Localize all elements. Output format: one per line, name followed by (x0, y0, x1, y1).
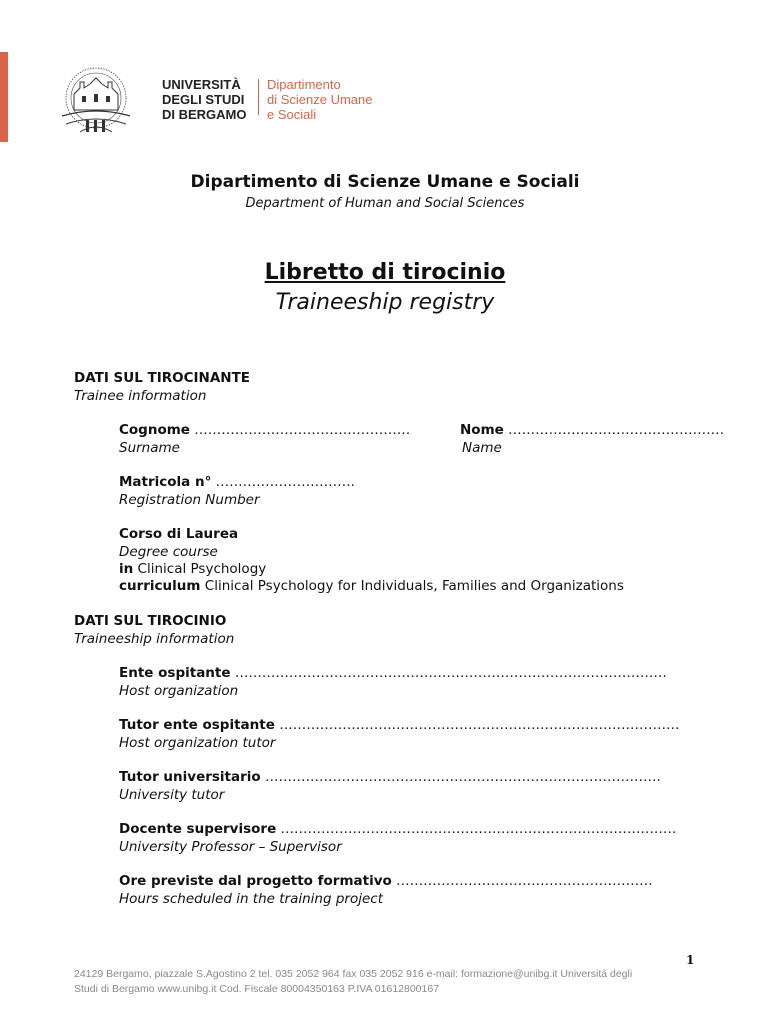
host-organization-label-en: Host organization (119, 683, 239, 699)
host-tutor-blank: …………………….………………………………………………………. (279, 717, 680, 733)
scheduled-hours-blank: ………………………………………………… (396, 873, 653, 889)
course-in-line (119, 561, 266, 578)
supervisor-label-en: University Professor – Supervisor (119, 839, 342, 855)
university-name-line: DEGLI STUDI (162, 92, 245, 107)
university-tutor-label-en: University tutor (119, 787, 225, 803)
page-number: 1 (686, 953, 695, 967)
university-tutor-field (119, 769, 661, 786)
surname-field (119, 422, 410, 439)
matricola-label: Matricola n° (119, 474, 212, 490)
department-name-line: di Scienze Umane (267, 92, 373, 107)
surname-blank: ………………………………………… (194, 422, 411, 438)
curriculum-label: curriculum (119, 578, 201, 594)
department-subtitle: Department of Human and Social Sciences (245, 196, 525, 211)
course-in-label: in (119, 561, 134, 577)
university-seal-icon (56, 64, 136, 136)
curriculum-line (119, 578, 624, 595)
scheduled-hours-label: Ore previste dal progetto formativo (119, 873, 392, 889)
surname-label: Cognome (119, 422, 190, 438)
scheduled-hours-label-en: Hours scheduled in the training project (119, 891, 383, 907)
department-name-line: e Sociali (267, 107, 317, 122)
matricola-label-en: Registration Number (119, 492, 260, 508)
university-tutor-blank: ……………………………………………………………………………. (264, 769, 661, 785)
traineeship-section-subheading: Traineeship information (74, 631, 235, 647)
footer-line: 24129 Bergamo, piazzale S.Agostino 2 tel. 035 2052 964 fax 035 2052 916 e-mail: formazione@unibg.it Università degli (74, 968, 633, 980)
course-in-value: Clinical Psychology (137, 561, 267, 577)
brand-accent-bar (0, 52, 8, 142)
name-blank: ………………………………………… (508, 422, 725, 438)
university-tutor-label: Tutor universitario (119, 769, 261, 785)
traineeship-section-heading: DATI SUL TIROCINIO (74, 613, 227, 629)
university-name (162, 77, 247, 122)
document-title: Libretto di tirocinio (264, 260, 506, 285)
department-name-line: Dipartimento (267, 77, 341, 92)
surname-label-en: Surname (119, 440, 180, 456)
course-label: Corso di Laurea (119, 526, 239, 542)
department-name (267, 77, 373, 122)
curriculum-value: Clinical Psychology for Individuals, Families and Organizations (204, 578, 624, 594)
name-field (460, 422, 724, 439)
matricola-blank: …………………………. (215, 474, 355, 490)
page-footer (74, 967, 674, 997)
department-title: Dipartimento di Scienze Umane e Sociali (190, 172, 580, 192)
supervisor-label: Docente supervisore (119, 821, 277, 837)
header-divider (258, 79, 259, 115)
host-tutor-label-en: Host organization tutor (119, 735, 276, 751)
matricola-field (119, 474, 355, 491)
scheduled-hours-field (119, 873, 653, 890)
footer-line: Studi di Bergamo www.unibg.it Cod. Fiscale 80004350163 P.IVA 01612800167 (74, 983, 440, 995)
university-name-line: DI BERGAMO (162, 107, 247, 122)
name-label: Nome (460, 422, 504, 438)
host-organization-label: Ente ospitante (119, 665, 231, 681)
course-label-en: Degree course (119, 544, 218, 560)
university-name-line: UNIVERSITÀ (162, 77, 241, 92)
document-subtitle: Traineeship registry (275, 290, 495, 315)
name-label-en: Name (462, 440, 502, 456)
host-organization-field (119, 665, 667, 682)
supervisor-field (119, 821, 676, 838)
trainee-section-subheading: Trainee information (74, 388, 207, 404)
host-tutor-label: Tutor ente ospitante (119, 717, 275, 733)
host-organization-blank: …………………………………………………………………………………… (234, 665, 667, 681)
supervisor-blank: …………………….……………………………………………………… (280, 821, 677, 837)
trainee-section-heading: DATI SUL TIROCINANTE (74, 370, 251, 386)
host-tutor-field (119, 717, 679, 734)
